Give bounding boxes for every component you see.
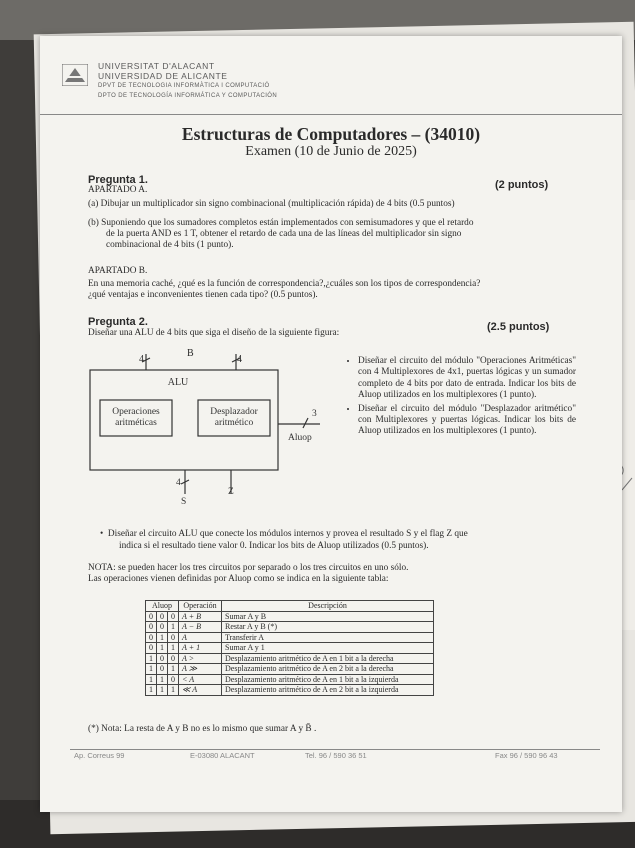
q1-section-a: APARTADO A. bbox=[88, 185, 148, 195]
table-body bbox=[146, 611, 434, 695]
description-cell: Desplazamiento aritmético de A en 1 bit a la izquierda bbox=[222, 674, 434, 685]
col-aluop: Aluop bbox=[146, 601, 179, 612]
description-cell: Restar A y B (*) bbox=[222, 622, 434, 633]
question-2-points: (2.5 puntos) bbox=[487, 321, 550, 333]
alu-label: ALU bbox=[167, 377, 189, 388]
note-line2: Las operaciones vienen definidas por Aluop como se indica en la siguiente tabla: bbox=[88, 574, 389, 584]
ctrl-width: 3 bbox=[312, 409, 317, 419]
operation-cell: A − B bbox=[179, 622, 222, 633]
description-cell: Desplazamiento aritmético de A en 1 bit a la derecha bbox=[222, 653, 434, 664]
operation-cell: < A bbox=[179, 674, 222, 685]
table-row bbox=[146, 643, 434, 654]
output-s-label: S bbox=[181, 497, 187, 507]
table-row bbox=[146, 622, 434, 633]
question-1-heading: Pregunta 1. bbox=[88, 174, 148, 186]
q1-item-a: (a) Dibujar un multiplicador sin signo combinacional (multiplicación rápida) de 4 bits (0.5 puntos) bbox=[88, 199, 455, 209]
output-z-label: Z bbox=[228, 487, 234, 497]
q2-intro: Diseñar una ALU de 4 bits que siga el diseño de la siguiente figura: bbox=[88, 328, 340, 338]
q2-task-alu-text1: Diseñar el circuito ALU que conecte los módulos internos y provea el resultado S y el flag Z que bbox=[107, 529, 468, 539]
question-1-points: (2 puntos) bbox=[495, 179, 549, 191]
aluop-bit-cell: 0 bbox=[146, 643, 157, 654]
exam-title: Estructuras de Computadores – (34010) bbox=[181, 124, 481, 144]
aluop-bit-cell: 0 bbox=[168, 653, 179, 664]
aluop-bit-cell: 0 bbox=[157, 611, 168, 622]
table-row bbox=[146, 664, 434, 675]
aluop-bit-cell: 0 bbox=[168, 632, 179, 643]
university-name-spanish: UNIVERSIDAD DE ALICANTE bbox=[98, 71, 228, 81]
operation-cell: A + 1 bbox=[179, 643, 222, 654]
table-row bbox=[146, 653, 434, 664]
diagram-bus-b-width: 4 bbox=[237, 354, 242, 365]
col-description: Descripción bbox=[222, 601, 434, 612]
q2-task-alu-line2: indica si el resultado tiene valor 0. Indicar los bits de Aluop utilizados (0.5 puntos). bbox=[119, 541, 429, 551]
arith-block-line2: aritméticas bbox=[115, 418, 157, 428]
aluop-table bbox=[145, 600, 434, 696]
header-divider bbox=[40, 114, 622, 115]
aluop-bit-cell: 1 bbox=[168, 643, 179, 654]
description-cell: Sumar A y 1 bbox=[222, 643, 434, 654]
aluop-bit-cell: 1 bbox=[168, 685, 179, 696]
q2-task-arith: • Diseñar el circuito del módulo "Operaciones Aritméticas" con 4 Multiplexores de 4x1, puertas lógicas y un sumador completo de 4 bits por dato de entrada. Indicar los bits de Aluop utilizados en los multiplexores (1 punto). bbox=[358, 356, 576, 402]
q1-section-b: APARTADO B. bbox=[88, 266, 148, 276]
q1-b-line2: ¿qué ventajas e inconvenientes tienen cada tipo? (0.5 puntos). bbox=[88, 290, 318, 300]
bus-a-width: 4 bbox=[139, 354, 144, 365]
q1-item-b-line1: (b) Suponiendo que los sumadores completos están implementados con semisumadores y que el retardo bbox=[88, 218, 474, 228]
aluop-bit-cell: 1 bbox=[146, 685, 157, 696]
table-row bbox=[146, 632, 434, 643]
aluop-bit-cell: 1 bbox=[157, 674, 168, 685]
q1-b-line1: En una memoria caché, ¿qué es la función de correspondencia?,¿cuáles son los tipos de correspondencia? bbox=[88, 279, 481, 289]
aluop-bit-cell: 1 bbox=[157, 685, 168, 696]
table-row bbox=[146, 685, 434, 696]
alu-diagram bbox=[88, 354, 333, 514]
q2-task-shifter: • Diseñar el circuito del módulo "Desplazador aritmético" con Multiplexores y puertas lógicas. Indicar los bits de Aluop utilizados en los multiplexores (1 punto). bbox=[358, 404, 576, 438]
aluop-bit-cell: 1 bbox=[157, 643, 168, 654]
aluop-bit-cell: 0 bbox=[146, 611, 157, 622]
aluop-bit-cell: 1 bbox=[157, 632, 168, 643]
table-header-row bbox=[146, 601, 434, 612]
question-2-heading: Pregunta 2. bbox=[88, 316, 148, 328]
footer-address: Ap. Correus 99 bbox=[74, 751, 125, 760]
arith-block-line1: Operaciones bbox=[112, 407, 160, 417]
university-header bbox=[98, 61, 277, 101]
description-cell: Sumar A y B bbox=[222, 611, 434, 622]
operation-cell: ≪ A bbox=[179, 685, 222, 696]
exam-sheet bbox=[40, 36, 622, 812]
aluop-label: Aluop bbox=[288, 433, 312, 443]
q1-item-b-line3: combinacional de 4 bits (1 punto). bbox=[106, 240, 234, 250]
shifter-block-line1: Desplazador bbox=[210, 407, 258, 417]
exam-date: Examen (10 de Junio de 2025) bbox=[245, 144, 417, 159]
university-logo-icon bbox=[62, 64, 88, 86]
department-name-spanish: DPTO DE TECNOLOGÍA INFORMÁTICA Y COMPUTACIÓN bbox=[98, 93, 278, 99]
aluop-bit-cell: 1 bbox=[168, 664, 179, 675]
operation-cell: A + B bbox=[179, 611, 222, 622]
aluop-bit-cell: 1 bbox=[146, 664, 157, 675]
description-cell: Desplazamiento aritmético de A en 2 bit a la izquierda bbox=[222, 685, 434, 696]
footnote: (*) Nota: La resta de A y B no es lo mismo que sumar A y B̄ . bbox=[88, 724, 317, 734]
footer-divider bbox=[70, 749, 600, 750]
operation-cell: A > bbox=[179, 653, 222, 664]
diagram-input-b: B bbox=[187, 348, 194, 359]
description-cell: Desplazamiento aritmético de A en 2 bit a la derecha bbox=[222, 664, 434, 675]
col-operation: Operación bbox=[179, 601, 222, 612]
operation-cell: A bbox=[179, 632, 222, 643]
aluop-bit-cell: 1 bbox=[146, 674, 157, 685]
aluop-bit-cell: 0 bbox=[157, 622, 168, 633]
operation-cell: A ≫ bbox=[179, 664, 222, 675]
note-line1: NOTA: se pueden hacer los tres circuitos por separado o los tres circuitos en uno sólo. bbox=[88, 563, 409, 573]
footer-phone: Tel. 96 / 590 36 51 bbox=[305, 751, 367, 760]
description-cell: Transferir A bbox=[222, 632, 434, 643]
aluop-bit-cell: 1 bbox=[168, 622, 179, 633]
q1-item-b-line2: de la puerta AND es 1 T, obtener el retardo de cada una de las líneas del multiplicador sin signo bbox=[106, 229, 462, 239]
aluop-bit-cell: 0 bbox=[157, 664, 168, 675]
out-s-width: 4 bbox=[176, 478, 181, 488]
footer-fax: Fax 96 / 590 96 43 bbox=[495, 751, 558, 760]
aluop-bit-cell: 0 bbox=[157, 653, 168, 664]
university-name-valencian: UNIVERSITAT D'ALACANT bbox=[98, 61, 215, 71]
table-row bbox=[146, 674, 434, 685]
table-row bbox=[146, 611, 434, 622]
aluop-bit-cell: 0 bbox=[168, 674, 179, 685]
aluop-bit-cell: 0 bbox=[146, 622, 157, 633]
q2-task-list bbox=[340, 356, 576, 440]
department-name-valencian: DPVT DE TECNOLOGIA INFORMÀTICA I COMPUTACIÓ bbox=[98, 83, 270, 89]
aluop-bit-cell: 0 bbox=[146, 632, 157, 643]
q2-task-alu-line1 bbox=[100, 529, 468, 540]
shifter-block-line2: aritmético bbox=[214, 418, 254, 428]
aluop-bit-cell: 1 bbox=[146, 653, 157, 664]
footer-city: E-03080 ALACANT bbox=[190, 751, 255, 760]
bullet-dot: • bbox=[100, 529, 108, 539]
aluop-bit-cell: 0 bbox=[168, 611, 179, 622]
